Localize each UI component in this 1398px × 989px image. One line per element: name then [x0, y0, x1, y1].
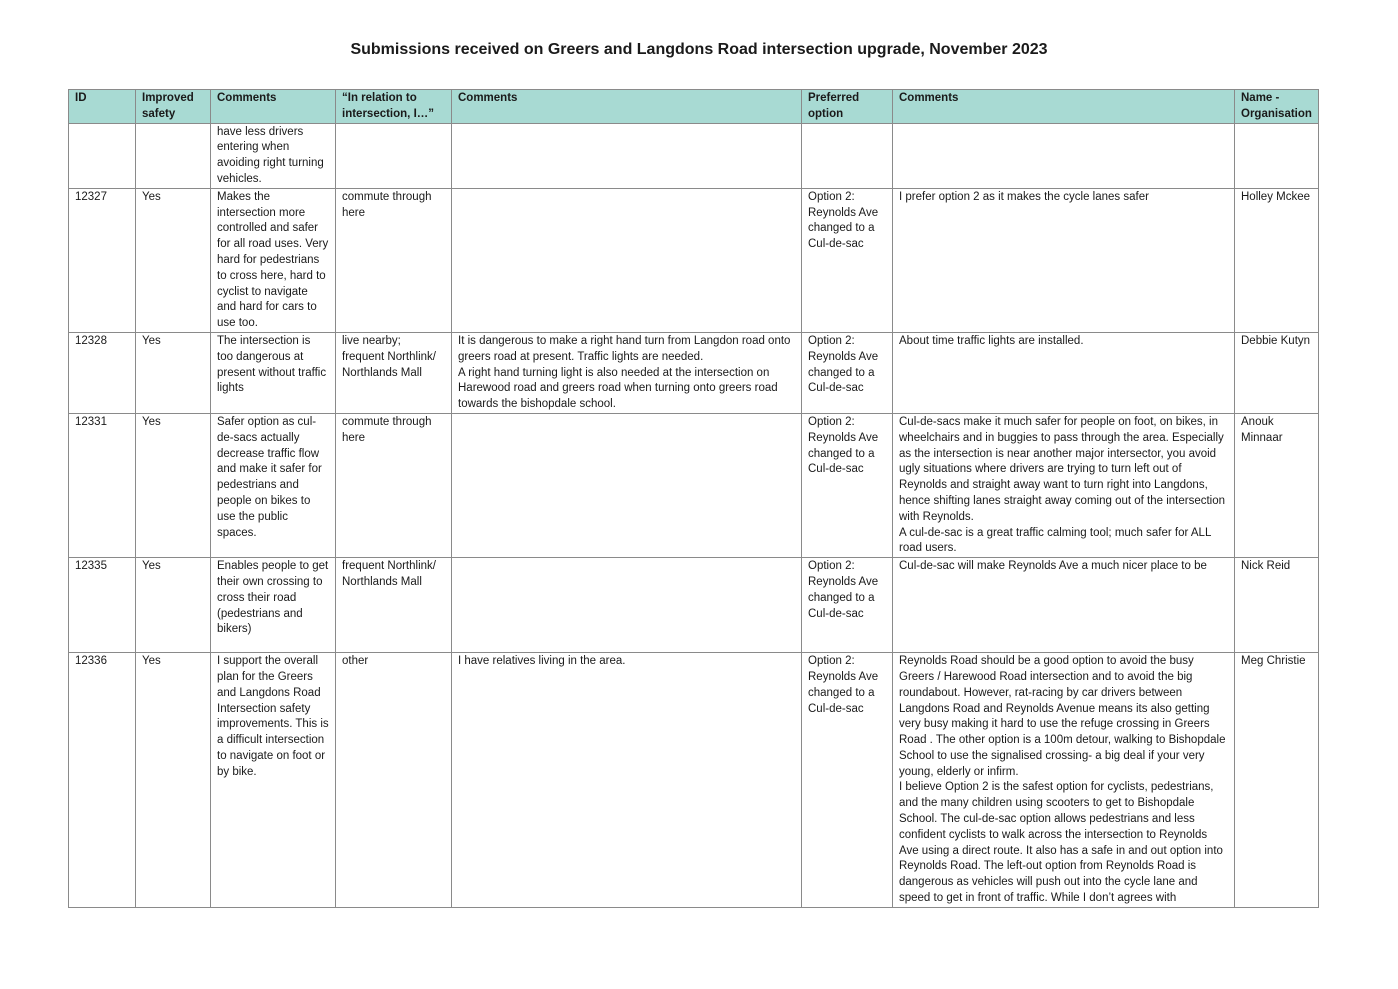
cell-improved-safety: Yes	[136, 653, 211, 908]
cell-relation-comment: It is dangerous to make a right hand turn from Langdon road onto greers road at present. Traffic lights are needed. A right hand turning light is also needed at the intersection on Harewood road and greers road when turning onto greers road towards the bishopdale school.	[452, 332, 802, 413]
cell-safety-comment: have less drivers entering when avoiding right turning vehicles.	[211, 123, 336, 188]
header-row	[69, 90, 1319, 124]
cell-safety-comment: Safer option as cul-de-sacs actually decrease traffic flow and make it safer for pedestrians and people on bikes to use the public spaces.	[211, 413, 336, 557]
cell-option-comment: Reynolds Road should be a good option to avoid the busy Greers / Harewood Road intersection and to avoid the big roundabout. However, rat-racing by car drivers between Langdons Road and Reynolds Avenue means its also getting very busy making it hard to use the refuge crossing in Greers Road . The other option is a 100m detour, walking to Bishopdale School to use the signalised crossing- a big deal if your very young, elderly or infirm. I believe Option 2 is the safest option for cyclists, pedestrians, and the many children using scooters to get to Bishopdale School. The cul-de-sac option allows pedestrians and less confident cyclists to walk across the intersection to Reynolds Ave using a direct route. It also has a safe in and out option into Reynolds Road. The left-out option from Reynolds Road is dangerous as vehicles will push out into the cycle lane and speed to get in front of traffic. While I don’t agrees with	[893, 653, 1235, 908]
cell-improved-safety	[136, 123, 211, 188]
cell-relation	[336, 123, 452, 188]
cell-preferred-option: Option 2: Reynolds Ave changed to a Cul-de-sac	[802, 188, 893, 332]
cell-improved-safety: Yes	[136, 413, 211, 557]
col-header-improved-safety: Improved safety	[136, 90, 211, 124]
col-header-id: ID	[69, 90, 136, 124]
cell-option-comment	[893, 123, 1235, 188]
table-row	[69, 653, 1319, 908]
table-row	[69, 123, 1319, 188]
cell-id: 12336	[69, 653, 136, 908]
cell-relation-comment	[452, 558, 802, 653]
cell-option-comment: About time traffic lights are installed.	[893, 332, 1235, 413]
cell-safety-comment: I support the overall plan for the Greers and Langdons Road Intersection safety improvements. This is a difficult intersection to navigate on foot or by bike.	[211, 653, 336, 908]
cell-preferred-option: Option 2: Reynolds Ave changed to a Cul-de-sac	[802, 413, 893, 557]
table-row	[69, 188, 1319, 332]
table-row	[69, 413, 1319, 557]
cell-relation: commute through here	[336, 413, 452, 557]
cell-safety-comment: The intersection is too dangerous at present without traffic lights	[211, 332, 336, 413]
page-title: Submissions received on Greers and Langdons Road intersection upgrade, November 2023	[350, 41, 1048, 58]
cell-name: Meg Christie	[1235, 653, 1319, 908]
cell-improved-safety: Yes	[136, 558, 211, 653]
col-header-comments-option: Comments	[893, 90, 1235, 124]
cell-relation-comment: I have relatives living in the area.	[452, 653, 802, 908]
cell-name: Debbie Kutyn	[1235, 332, 1319, 413]
cell-relation-comment	[452, 413, 802, 557]
col-header-preferred-option: Preferred option	[802, 90, 893, 124]
cell-option-comment: Cul-de-sac will make Reynolds Ave a much nicer place to be	[893, 558, 1235, 653]
cell-preferred-option: Option 2: Reynolds Ave changed to a Cul-de-sac	[802, 558, 893, 653]
cell-improved-safety: Yes	[136, 332, 211, 413]
cell-relation: frequent Northlink/ Northlands Mall	[336, 558, 452, 653]
cell-id	[69, 123, 136, 188]
submissions-table	[68, 89, 1319, 908]
cell-safety-comment: Makes the intersection more controlled and safer for all road uses. Very hard for pedestrians to cross here, hard to cyclist to navigate and hard for cars to use too.	[211, 188, 336, 332]
table-row	[69, 558, 1319, 653]
cell-preferred-option	[802, 123, 893, 188]
cell-name: Nick Reid	[1235, 558, 1319, 653]
cell-improved-safety: Yes	[136, 188, 211, 332]
col-header-comments-safety: Comments	[211, 90, 336, 124]
cell-relation: commute through here	[336, 188, 452, 332]
col-header-relation: “In relation to intersection, I…”	[336, 90, 452, 124]
cell-name: Holley Mckee	[1235, 188, 1319, 332]
cell-option-comment: I prefer option 2 as it makes the cycle lanes safer	[893, 188, 1235, 332]
cell-relation: other	[336, 653, 452, 908]
cell-name: Anouk Minnaar	[1235, 413, 1319, 557]
cell-option-comment: Cul-de-sacs make it much safer for people on foot, on bikes, in wheelchairs and in buggies to pass through the area. Especially as the intersection is near another major intersector, you avoid ugly situations where drivers are trying to turn left out of Reynolds and straight away want to turn right into Langdons, hence shifting lanes straight away coming out of the intersection with Reynolds. A cul-de-sac is a great traffic calming tool; much safer for ALL road users.	[893, 413, 1235, 557]
cell-safety-comment: Enables people to get their own crossing to cross their road (pedestrians and bikers)	[211, 558, 336, 653]
cell-id: 12331	[69, 413, 136, 557]
cell-relation-comment	[452, 188, 802, 332]
cell-id: 12335	[69, 558, 136, 653]
cell-id: 12327	[69, 188, 136, 332]
cell-relation: live nearby; frequent Northlink/ Northlands Mall	[336, 332, 452, 413]
cell-preferred-option: Option 2: Reynolds Ave changed to a Cul-de-sac	[802, 653, 893, 908]
table-row	[69, 332, 1319, 413]
cell-id: 12328	[69, 332, 136, 413]
col-header-comments-relation: Comments	[452, 90, 802, 124]
cell-preferred-option: Option 2: Reynolds Ave changed to a Cul-de-sac	[802, 332, 893, 413]
cell-name	[1235, 123, 1319, 188]
col-header-name-organisation: Name - Organisation	[1235, 90, 1319, 124]
cell-relation-comment	[452, 123, 802, 188]
